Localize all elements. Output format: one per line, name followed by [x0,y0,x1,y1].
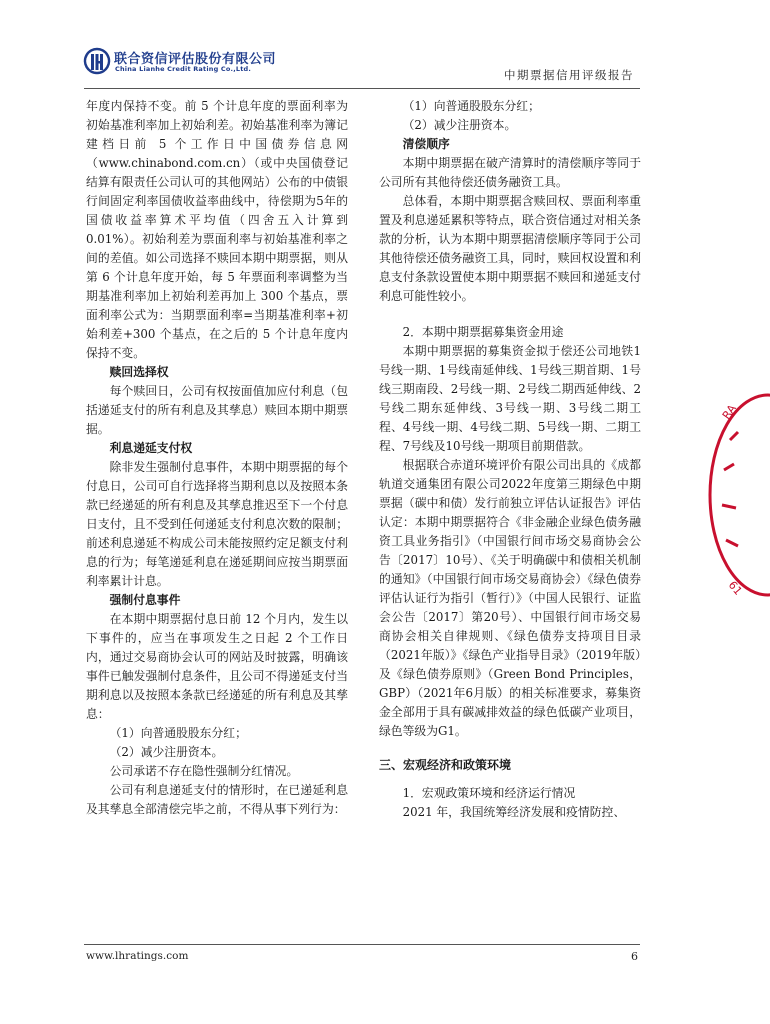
body-paragraph: （1）向普通股股东分红； [109,726,247,740]
lianhe-logo-icon [84,48,110,76]
footer-website-link[interactable]: www.lhratings.com [86,950,189,962]
body-paragraph: 在本期中期票据付息日前 12 个月内，发生以下事件的，应当在事项发生之日起 2 个工作日内，通过交易商协会认可的网站及时披露，明确该事件已触发强制付息条件，且公司不得递延支付当期利息以及按照本条款已经递延的所有利息及其孳息： [86,612,348,721]
body-paragraph: （2）减少注册资本。 [109,745,224,759]
body-paragraph: 每个赎回日，公司有权按面值加应付利息（包括递延支付的所有利息及其孳息）赎回本期中期票据。 [86,384,348,436]
section-subheading: 清偿顺序 [402,137,450,151]
company-name-en: China Lianhe Credit Rating Co.,Ltd. [115,65,252,73]
company-name-cn: 联合资信评估股份有限公司 [114,52,277,67]
body-paragraph: 总体看，本期中期票据含赎回权、票面利率重置及利息递延累积等特点，联合资信通过对相关条款的分析，认为本期中期票据清偿顺序等同于公司其他待偿还债务融资工具，同时，赎回权设置和利息支付条款设置使本期中期票据不赎回和递延支付利息可能性较小。 [379,194,641,303]
page-number: 6 [631,950,638,963]
footer-divider [84,944,640,945]
body-paragraph: 2021 年，我国统筹经济发展和疫情防控、 [402,805,626,819]
section-subheading: 强制付息事件 [109,593,181,607]
header-divider [84,88,640,89]
svg-text:RA: RA [719,402,739,422]
spacer [379,775,641,784]
body-paragraph: 年度内保持不变。前 5 个计息年度的票面利率为初始基准利率加上初始利差。初始基准利率为簿记建档日前 5 个工作日中国债券信息网（www.chinabond.com.cn）（或中央国债登记结算有限责任公司认可的其他网站）公布的中债银行间固定利率国债收益率曲线中，待偿期为5年的国债收益率算术平均值（四舍五入计算到0.01%）。初始利差为票面利率与初始基准利率之间的差值。如公司选择不赎回本期中期票据，则从第 6 个计息年度开始，每 5 年票面利率调整为当期基准利率加上初始利差再加上 300 个基点，票面利率公式为：当期票面利率=当期基准利率+初始利差+300 个基点，在之后的 5 个计息年度内保持不变。 [86,99,348,360]
section-subheading-numbered: 1．宏观政策环境和经济运行情况 [402,786,576,800]
section-subheading: 利息递延支付权 [109,441,193,455]
body-paragraph: （1）向普通股股东分红； [402,99,540,113]
body-paragraph: 公司承诺不存在隐性强制分红情况。 [109,764,299,778]
spacer [379,741,641,755]
body-paragraph: 本期中期票据在破产清算时的清偿顺序等同于公司所有其他待偿还债务融资工具。 [379,156,641,189]
spacer [379,306,641,323]
seal-stamp-icon [700,380,770,610]
report-title: 中期票据信用评级报告 [504,68,634,82]
section-heading: 三、宏观经济和政策环境 [379,758,512,772]
body-paragraph: 根据联合赤道环境评价有限公司出具的《成都轨道交通集团有限公司2022年度第三期绿色中期票据（碳中和债）发行前独立评估认证报告》评估认定：本期中期票据符合《非金融企业绿色债务融资工具业务指引》（中国银行间市场交易商协会公告〔2017〕10号）、《关于明确碳中和债相关机制的通知》（中国银行间市场交易商协会）《绿色债券评估认证行为指引（暂行）》（中国人民银行、证监会公告〔2017〕第20号）、中国银行间市场交易商协会相关自律规则、《绿色债券支持项目目录（2021年版）》《绿色产业指导目录》（2019年版）及《绿色债券原则》（Green Bond Principles，GBP）（2021年6月版）的相关标准要求，募集资金全部用于具有碳减排效益的绿色低碳产业项目，绿色等级为G1。 [379,458,641,738]
left-column [86,97,348,819]
body-paragraph: （2）减少注册资本。 [402,118,517,132]
body-paragraph: 本期中期票据的募集资金拟于偿还公司地铁1号线一期、1号线南延伸线、1号线三期首期、1号线三期南段、2号线一期、2号线二期西延伸线、2号线二期东延伸线、3号线一期、3号线二期工程、4号线一期、4号线二期、5号线一期、二期工程、7号线及10号线一期项目前期借款。 [379,344,641,453]
svg-text:61: 61 [725,578,745,598]
body-paragraph: 除非发生强制付息事件，本期中期票据的每个付息日，公司可自行选择将当期利息以及按照本条款已经递延的所有利息及其孳息推迟至下一个付息日支付，且不受到任何递延支付利息次数的限制；前述利息递延不构成公司未能按照约定足额支付利息的行为；每笔递延利息在递延期间应按当期票面利率累计计息。 [86,460,348,588]
right-column [379,97,641,822]
body-paragraph: 公司有利息递延支付的情形时，在已递延利息及其孳息全部清偿完毕之前，不得从事下列行为： [86,783,348,816]
section-subheading: 赎回选择权 [109,365,169,379]
section-subheading-numbered: 2．本期中期票据募集资金用途 [402,325,564,339]
page-header [84,48,640,88]
